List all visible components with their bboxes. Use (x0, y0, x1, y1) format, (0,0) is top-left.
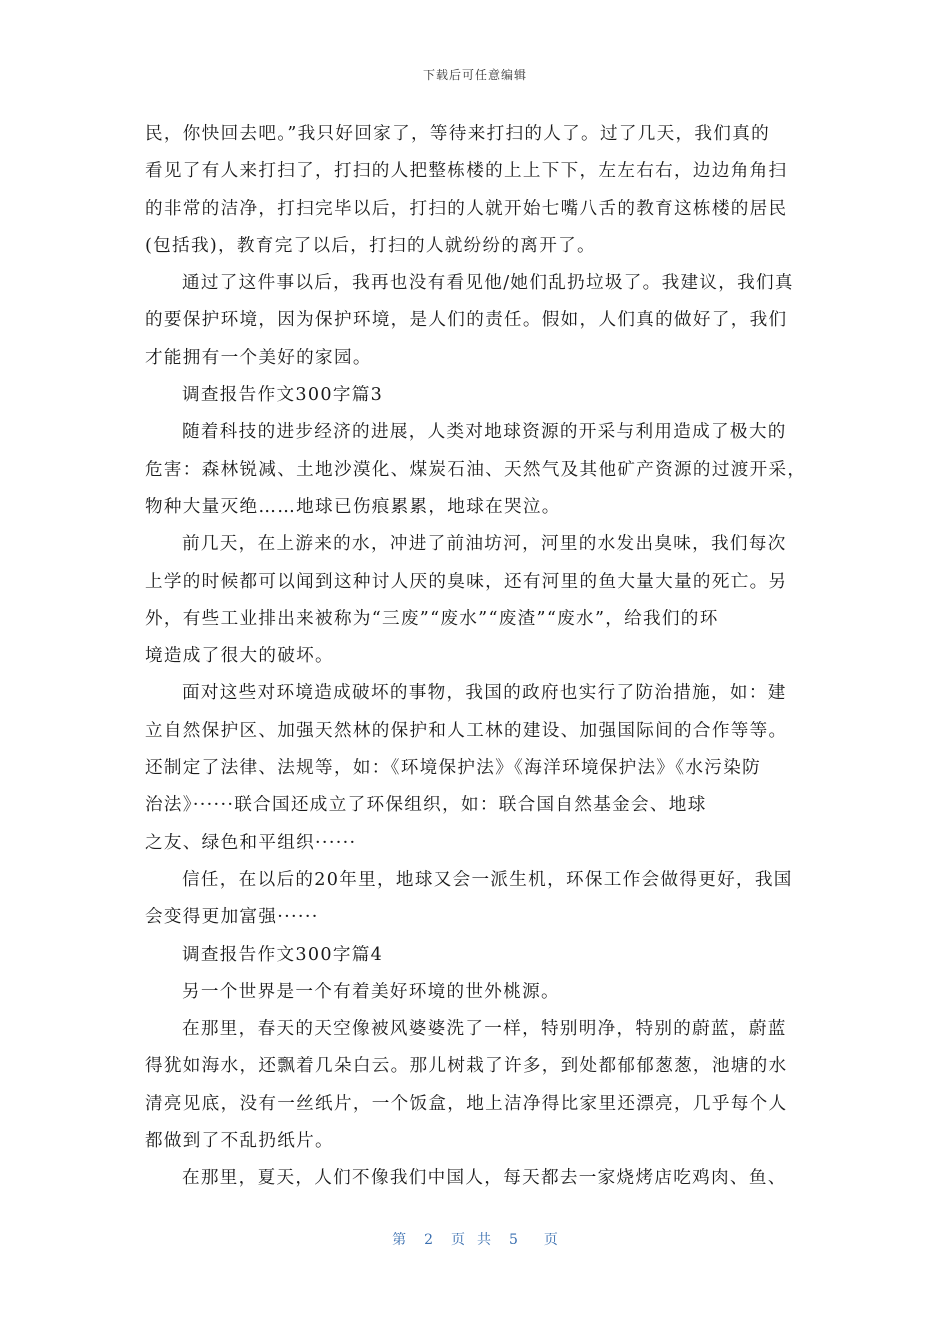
text-line: 民，你快回去吧。”我只好回家了，等待来打扫的人了。过了几天，我们真的 (145, 124, 770, 144)
text-line: 上学的时候都可以闻到这种讨人厌的臭味，还有河里的鱼大量大量的死亡。另 (145, 571, 788, 592)
text-line: 立自然保护区、加强天然林的保护和人工林的建设、加强国际间的合作等等。 (145, 720, 788, 741)
text-line: 随着科技的进步经济的进展，人类对地球资源的开采与利用造成了极大的 (182, 422, 787, 443)
text-line: 清亮见底，没有一丝纸片，一个饭盒，地上洁净得比家里还漂亮，几乎每个人 (145, 1093, 788, 1114)
text-line: 另一个世界是一个有着美好环境的世外桃源。 (182, 981, 560, 1002)
document-body (145, 116, 805, 1198)
text-line: 在那里，春天的天空像被风婆婆洗了一样，特别明净，特别的蔚蓝，蔚蓝 (182, 1019, 787, 1040)
text-line: 面对这些对环境造成破坏的事物，我国的政府也实行了防治措施，如：建 (182, 683, 787, 704)
text-line: 看见了有人来打扫了，打扫的人把整栋楼的上上下下，左左右右，边边角角扫 (145, 161, 788, 182)
text-line: 危害：森林锐减、土地沙漠化、煤炭石油、天然气及其他矿产资源的过渡开采， (145, 459, 807, 480)
page-suffix: 页 (543, 1232, 558, 1248)
page-prefix: 第 (392, 1232, 407, 1248)
text-line: 前几天，在上游来的水，冲进了前油坊河，河里的水发出臭味，我们每次 (182, 534, 787, 555)
text-line: 会变得更加富强······ (145, 907, 319, 928)
page-middle: 页共 (451, 1232, 503, 1248)
page-header: 下载后可任意编辑 (422, 68, 527, 82)
page-number: 2 (424, 1232, 433, 1248)
text-line: 的要保护环境，因为保护环境，是人们的责任。假如，人们真的做好了，我们 (145, 310, 788, 331)
section-heading: 调查报告作文300字篇4 (182, 944, 384, 965)
text-line: (包括我)，教育完了以后，打扫的人就纷纷的离开了。 (145, 235, 596, 256)
page-total: 5 (509, 1232, 518, 1248)
text-line: 还制定了法律、法规等，如：《环境保护法》《海洋环境保护法》《水污染防 (145, 758, 761, 779)
text-line: 的非常的洁净，打扫完毕以后，打扫的人就开始七嘴八舌的教育这栋楼的居民 (145, 198, 788, 219)
text-line: 信任，在以后的20年里，地球又会一派生机，环保工作会做得更好，我国 (182, 869, 793, 890)
page-footer (0, 1229, 950, 1249)
text-line: 通过了这件事以后，我再也没有看见他/她们乱扔垃圾了。我建议，我们真 (182, 273, 794, 294)
text-line: 才能拥有一个美好的家园。 (145, 347, 372, 368)
text-line: 都做到了不乱扔纸片。 (145, 1131, 334, 1152)
text-line: 得犹如海水，还飘着几朵白云。那儿树栽了许多，到处都郁郁葱葱，池塘的水 (145, 1056, 788, 1077)
text-line: 境造成了很大的破坏。 (145, 646, 334, 667)
text-line: 在那里，夏天，人们不像我们中国人，每天都去一家烧烤店吃鸡肉、鱼、 (182, 1168, 787, 1189)
section-heading: 调查报告作文300字篇3 (182, 385, 384, 406)
text-line: 治法》······联合国还成立了环保组织，如：联合国自然基金会、地球 (145, 795, 707, 816)
text-line: 之友、绿色和平组织······ (145, 832, 357, 853)
text-line: 外，有些工业排出来被称为“三废”“废水”“废渣”“废水”，给我们的环 (145, 608, 719, 629)
text-line: 物种大量灭绝……地球已伤痕累累，地球在哭泣。 (145, 496, 561, 517)
